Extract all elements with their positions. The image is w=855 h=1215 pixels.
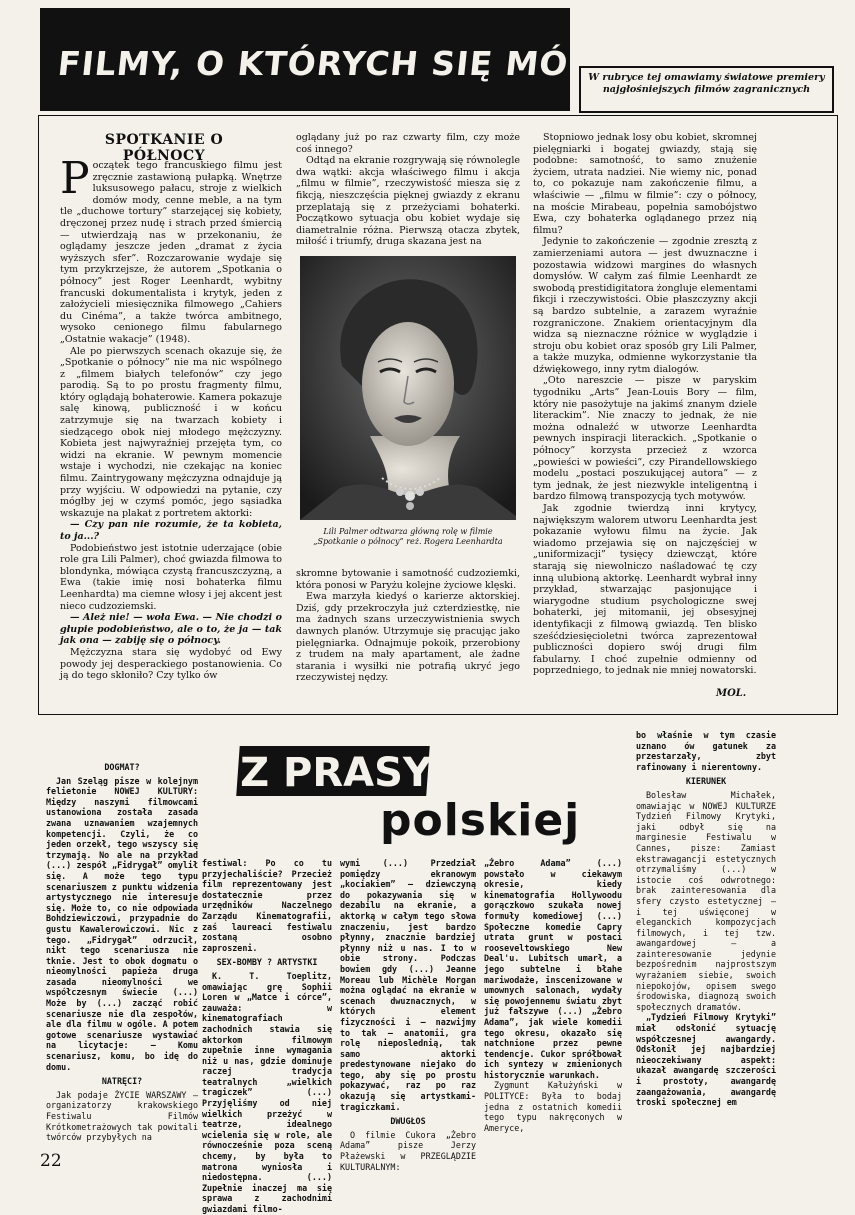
press-paragraph: „Żebro Adama” (...) powstało w ciekawym okresie, kiedy kinematografia Hollywoodu gorączkowo szukała nowej formuły komediowej (...) Społeczne komedie Capry utrata grunt w postaci rooseveltowskiego New Deal'u. Lubitsch umarł, a jego subtelne i błahe mariwodaże, inscenizowane w umownych salonach, wydały się powojennemu światu zbyt już fałszywe (...) „Żebro Adama”, jak wiele komedii tego okresu, okazało się natchnione przez pewne tendencje. Cukor sprółbował ich syntezy w zmienionych historycznie warunkach. xyxy=(484,858,622,1080)
press-paragraph: O filmie Cukora „Żebro Adama” pisze Jerzy Płażewski w PRZEGLĄDZIE KULTURALNYM: xyxy=(340,1129,476,1172)
press-paragraph: Zygmunt Kałużyński w POLITYCE: Była to bodaj jedna z ostatnich komedii tego typu nakręconych w Ameryce, xyxy=(484,1080,622,1133)
article-paragraph: Jedynie to zakończenie — zgodnie zresztą z zamierzeniami autora — jest dwuznaczne i pozostawia widzowi margines do własnych domysłów. W całym zaś filmie Leenhardt ze swobodą prestidigitatora żongluje elementami fikcji i rzeczywistości. Obie płaszczyzny akcji są bardzo subtelnie, a zarazem wyraźnie rozgraniczone. Znakiem orientacyjnym dla widza są nieznaczne różnice w wyglądzie i stroju obu kobiet oraz sposób gry Lili Palmer, a także muzyka, odmienne wykorzystanie tła dźwiękowego, inny rytm dialogów. xyxy=(533,236,757,375)
article-paragraph: skromne bytowanie i samotność cudzoziemki, która ponosi w Paryżu kolejne życiowe klęski. xyxy=(296,568,520,591)
press-paragraph: Jan Szeląg pisze w kolejnym felietonie NOWEJ KULTURY: Między naszymi filmowcami ustanowiona została zasada zwana uznawaniem wzajemnych kompetencji. Czyli, że co jeden orzekł, tego wszyscy się trzymają. No ale na przykład (...) zespół „Fidrygał” omylił się. A może tego typu scenariuszem z punktu widzenia artystycznego nie interesuje się. Może to, co nie odpowiada Bohdziewiczowi, przypadnie do gustu Kawalerowiczowi. Nic z tego. „Fidrygał” odrzucił, nikt tego scenariusza nie tknie. Jest to obok dogmatu o nieomylności papieża druga zasada nieomylności we współczesnym świecie (...) Może by (...) zacząć robić scenariusze nie dla zespołów, ale dla filmu w ogóle. A potem gotowe scenariusze wystawiać na licytacje: — Komu scenariusz, komu, bo idę do domu. xyxy=(46,775,198,1072)
press-heading: NATRĘCI? xyxy=(101,1076,143,1087)
press-paragraph: Bolesław Michałek, omawiając w NOWEJ KULTURZE Tydzień Filmowy Krytyki, jaki odbył się na marginesie Festiwalu w Cannes, pisze: Zamiast ekstrawagancji estetycznych otrzymaliśmy (...) w istocie coś odwrotnego: brak zainteresowania dla sfery czysto estetycznej — i tej uświęconej w eleganckich kompozycjach filmowych, i tej tzw. awangardowej — a zainteresowanie jedynie bezpośrednim najprostszym wyrażaniem siebie, swoich niepokojów, opisem swego środowiska, diagnozą swoich społecznych dramatów. xyxy=(636,789,776,1012)
press-heading: DOGMAT? xyxy=(104,762,140,772)
press-column-1 xyxy=(46,758,198,1143)
press-heading: DWUGŁOS xyxy=(390,1116,426,1127)
press-column-2 xyxy=(202,858,332,1215)
press-heading: KIERUNEK xyxy=(685,776,727,787)
polskiej-title: polskiej xyxy=(380,795,581,846)
press-paragraph: festiwal: Po co tu przyjechaliście? Przecież film reprezentowany jest dostatecznie przez urzędników Naczelnego Zarządu Kinematografii, zaś laureaci festiwalu zostaną osobno zaproszeni. xyxy=(202,858,332,953)
article-quote: — Ależ nie! — woła Ewa. — Nie chodzi o głupie podobieństwo, ale o to, że ja — tak jak ona — zabiję się o północy. xyxy=(60,612,282,647)
article-paragraph: oglądany już po raz czwarty film, czy może coś innego? xyxy=(296,132,520,155)
article-paragraph: Podobieństwo jest istotnie uderzające (obie role gra Lili Palmer), choć gwiazda filmowa to blondynka, mówiąca czystą francuszczyzną, a Ewa (takie imię nosi bohaterka filmu Leenhardta) ma ciemne włosy i jej akcent jest nieco cudzoziemski. xyxy=(60,542,282,612)
article-column-2-top xyxy=(296,132,520,248)
section-header-title: FILMY, O KTÓRYCH SIĘ MÓWI xyxy=(55,44,622,83)
press-heading: SEX-BOMBY ? ARTYSTKI xyxy=(216,957,318,968)
article-column-1 xyxy=(60,153,282,682)
drop-cap: P xyxy=(60,153,90,204)
article-paragraph: „Oto nareszcie — pisze w paryskim tygodniku „Arts” Jean-Louis Bory — film, który nie pasożytuje na jakimś znanym dziele literackim”. Nie znaczy to jednak, że nie można odnaleźć w utworze Leenhardta pewnych inspiracji literackich. „Spotkanie o północy” korzysta przecież z wzorca „powieści w powieści”, czy Pirandellowskiego modelu „postaci poszukującej autora” — z tym jednak, że jest niezwykle inteligentną i bardzo filmową transpozycją tych motywów. xyxy=(533,375,757,503)
actress-photo xyxy=(300,256,516,520)
press-column-3 xyxy=(340,858,476,1172)
article-paragraph: Ale po pierwszych scenach okazuje się, że „Spotkanie o północy” nie ma nic wspólnego z „filmem białych telefonów” czy jego parodią. Są to po prostu fragmenty filmu, który oglądają bohaterowie. Kamera pokazuje salę kinową, publiczność i w końcu zatrzymuje się na twarzach kobiety i siedzącego obok niej młodego mężczyzny. Kobieta jest najwyraźniej przejęta tym, co widzi na ekranie. W pewnym momencie wstaje i wychodzi, nie czekając na koniec filmu. Zaintrygowany mężczyzna odnajduje ją przy wyjściu. W odpowiedzi na pytanie, czy mógłby jej w czymś pomóc, jego sąsiadka wskazuje na plakat z portretem aktorki: xyxy=(60,345,282,519)
press-paragraph: „Tydzień Filmowy Krytyki” miał odsłonić sytuację współczesnej awangardy. Odsłonił jej najbardziej nieoczekiwany aspekt: ukazał awangardę szczerości i prostoty, awangardę zaangażowania, awangardę troski społecznej em xyxy=(636,1012,776,1108)
article-paragraph: oczątek tego francuskiego filmu jest zręcznie zastawioną pułapką. Wnętrze luksusowego pałacu, stroje z wielkich domów mody, cenne meble, a na tym tle „duchowe tortury” starzejącej się kobiety, dręczonej przez nudę i strach przed śmiercią — utwierdzają nas w przekonaniu, że oglądamy jeszcze jeden „dramat z życia wyższych sfer”. Rozczarowanie wydaje się tym przykrzejsze, że autorem „Spotkania o północy” jest Roger Leenhardt, wybitny francuski dokumentalista i krytyk, jeden z założycieli miesięcznika filmowego „Cahiers du Cinéma”, a także twórca ambitnego, wysoko cenionego filmu fabularnego „Ostatnie wakacje” (1948). xyxy=(60,160,282,345)
press-paragraph: K. T. Toeplitz, omawiając grę Sophii Loren w „Matce i córce”, zauważa: w kinematografiach zachodnich stawia się aktorkom filmowym zupełnie inne wymagania niż u nas, gdzie dominuje raczej tradycja teatralnych „wielkich tragiczek” (...) Przyjęliśmy od niej wielkich przeżyć w teatrze, idealnego wcielenia się w role, ale równocześnie poza sceną chcemy, by była to matrona wyniosła i niedostępna. (...) Zupełnie inaczej ma się sprawa z zachodnimi gwiazdami filmo- xyxy=(202,970,332,1214)
portrait-illustration xyxy=(300,256,516,520)
article-paragraph: Stopniowo jednak losy obu kobiet, skromnej pielęgniarki i bogatej gwiazdy, stają się podobne: samotność, to samo znużenie życiem, utrata nadziei. Nie wiemy nic, ponad to, co pokazuje nam zakończenie filmu, a właściwie — „filmu w filmie”: czy o północy, na moście Mirabeau, popełnia samobójstwo Ewa, czy bohaterka oglądanego przez nią filmu? xyxy=(533,132,757,236)
article-paragraph: Odtąd na ekranie rozgrywają się równolegle dwa wątki: akcja właściwego filmu i akcja „filmu w filmie”, rzeczywistość miesza się z fikcją, nieszczęścia pięknej gwiazdy z ekranu przeplatają się z przeżyciami bohaterki. Początkowo sytuacja obu kobiet wydaje się diametralnie różna. Pierwszą otacza zbytek, miłość i triumfy, druga skazana jest na xyxy=(296,155,520,248)
article-column-2-bottom xyxy=(296,568,520,684)
press-column-4 xyxy=(484,858,622,1133)
photo-caption: Lili Palmer odtwarza główną rolę w filmie „Spotkanie o północy” reż. Rogera Leenhardta xyxy=(313,527,503,546)
page-number: 22 xyxy=(40,1151,62,1171)
article-paragraph: Jak zgodnie twierdzą inni krytycy, największym walorem utworu Leenhardta jest pokazanie wyłowu filmu na życie. Jak wiadomo przejawia się on najczęściej w „uniformizacji” tysięcy dziewcząt, które starają się niewolniczo naśladować tę czy inną ulubioną aktorkę. Leenhardt wybrał inny przykład, stwarzając pasjonujące i wiarygodne studium psychologiczne swej bohaterki, jej mitomanii, jej obsesyjnej identyfikacji z filmową gwiazdą. Ten blisko sześćdziesięcioletni twórca zaprezentował publiczności dopiero swój drugi film fabularny. I choć zupełnie odmienny od poprzedniego, to jednak nie mniej nowatorski. xyxy=(533,503,757,677)
press-paragraph: wymi (...) Przedział pomiędzy ekranowym „kociakiem” — dziewczyną do pokazywania się w dezabilu na ekranie, a aktorką w całym tego słowa znaczeniu, jest bardzo płynny, znacznie bardziej płynny niż u nas. I to w obie strony. Podczas bowiem gdy (...) Jeanne Moreau lub Michèle Morgan można oglądać na ekranie w scenach dwuznacznych, w których element fizyczności i — nazwijmy to tak — anatomii, gra rolę nieposlednią, tak samo aktorki predestynowane niejako do tego, aby się po prostu pokazywać, raz po raz okazują się artystkami-tragiczkami. xyxy=(340,858,476,1112)
rubric-note: W rubryce tej omawiamy światowe premiery najgłośniejszych filmów zagranicznych xyxy=(579,66,834,113)
press-column-5 xyxy=(636,730,776,1108)
press-paragraph: bo właśnie w tym czasie uznano ów gatunek za przestarzały, zbyt rafinowany i nierentowny. xyxy=(636,730,776,772)
article-paragraph: Ewa marzyła kiedyś o karierze aktorskiej. Dziś, gdy przekroczyła już czterdziestkę, nie ma żadnych szans urzeczywistnienia swych dawnych planów. Utrzymuje się pracując jako pielęgniarka. Odnajmuje pokoik, przerobiony z trudem na mały apartament, ale żadne starania i wysiłki nie potrafią ukryć jego rzeczywistej nędzy. xyxy=(296,591,520,684)
article-quote: — Czy pan nie rozumie, że ta kobieta, to ja...? xyxy=(60,519,282,542)
article-paragraph: Mężczyzna stara się wydobyć od Ewy powody jej desperackiego postanowienia. Co ją do tego skłoniło? Czy tylko ów xyxy=(60,646,282,682)
z-prasy-title xyxy=(236,742,436,798)
article-signature: MOL. xyxy=(716,688,747,699)
z-prasy-text: Z PRASY xyxy=(240,750,432,796)
press-paragraph: Jak podaje ŻYCIE WARSZAWY — organizatorzy krakowskiego Festiwalu Filmów Krótkometrażowych tak powitali twórców przybyłych na xyxy=(46,1089,198,1143)
article-title: SPOTKANIE O PÓŁNOCY xyxy=(104,132,224,164)
article-column-3 xyxy=(533,132,757,677)
